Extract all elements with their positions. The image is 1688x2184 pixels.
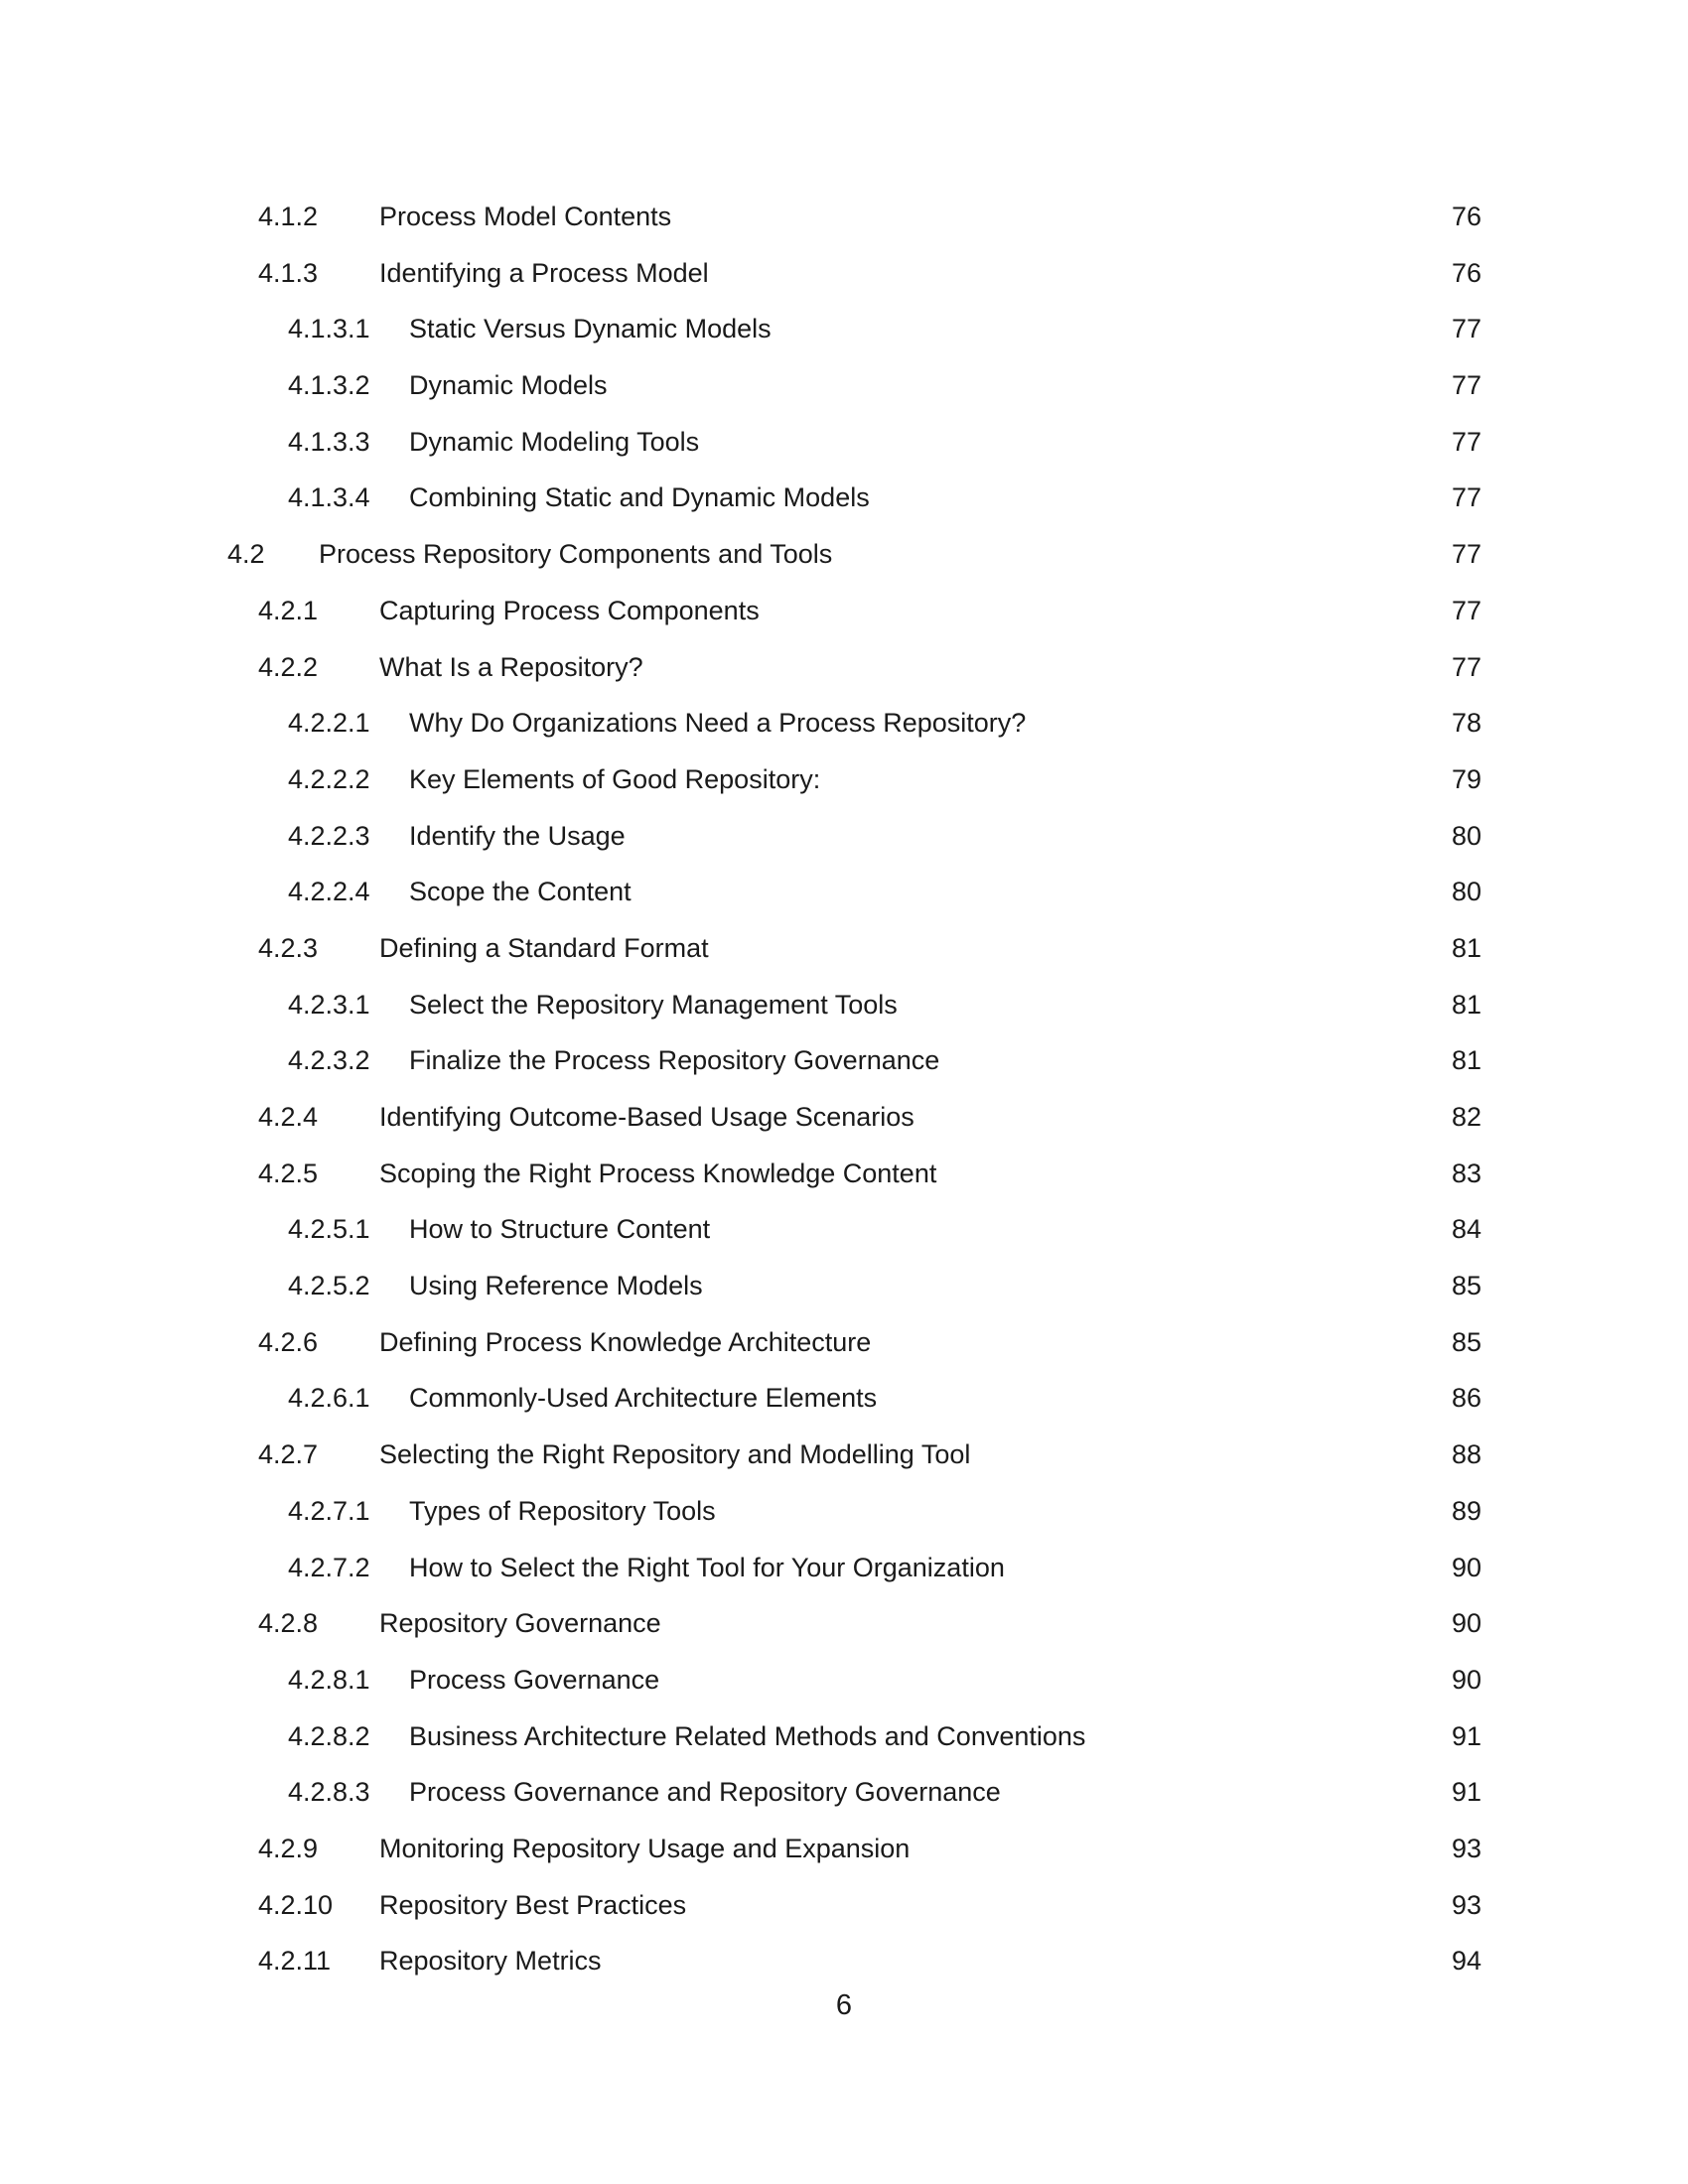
toc-entry-title: Using Reference Models (409, 1271, 703, 1301)
toc-entry-page: 91 (1451, 1777, 1481, 1808)
toc-entry-number: 4.2.7 (258, 1439, 319, 1470)
toc-entry-page: 93 (1451, 1889, 1481, 1920)
toc-entry-number: 4.2.10 (258, 1889, 334, 1920)
toc-entry-title: What Is a Repository? (379, 651, 643, 682)
toc-entry[interactable] (0, 533, 1688, 590)
toc-entry-page: 90 (1451, 1552, 1481, 1582)
toc-entry-page: 91 (1451, 1720, 1481, 1751)
toc-entry-page: 77 (1451, 651, 1481, 682)
toc-entry-number: 4.1.3.4 (288, 482, 370, 513)
toc-entry-number: 4.2.6.1 (288, 1383, 370, 1414)
toc-entry-page: 81 (1451, 989, 1481, 1020)
toc-entry-title: Process Governance and Repository Governance (409, 1777, 1001, 1808)
toc-entry-number: 4.2 (227, 539, 265, 570)
toc-entry-page: 94 (1451, 1946, 1481, 1977)
toc-entry-title: Why Do Organizations Need a Process Repository? (409, 708, 1027, 739)
toc-entry-title: Defining Process Knowledge Architecture (379, 1326, 872, 1357)
toc-entry-number: 4.1.3.1 (288, 314, 370, 344)
toc-entry-page: 86 (1451, 1383, 1481, 1414)
toc-entry-title: Combining Static and Dynamic Models (409, 482, 870, 513)
toc-entry-number: 4.2.7.2 (288, 1552, 370, 1582)
toc-entry[interactable] (0, 758, 1688, 815)
toc-entry-title: Process Repository Components and Tools (319, 539, 833, 570)
toc-entry[interactable] (0, 364, 1688, 421)
toc-entry-page: 77 (1451, 482, 1481, 513)
toc-entry-page: 79 (1451, 763, 1481, 794)
toc-entry-page: 84 (1451, 1214, 1481, 1245)
toc-entry-number: 4.2.5 (258, 1158, 319, 1188)
toc-entry-title: How to Select the Right Tool for Your Organization (409, 1552, 1005, 1582)
toc-entry-title: Dynamic Modeling Tools (409, 426, 700, 457)
toc-entry-number: 4.2.6 (258, 1326, 319, 1357)
toc-entry-title: Capturing Process Components (379, 595, 760, 625)
toc-entry[interactable] (0, 1377, 1688, 1433)
toc-entry-number: 4.2.3.1 (288, 989, 370, 1020)
toc-entry-title: Types of Repository Tools (409, 1495, 716, 1526)
toc-entry[interactable] (0, 1771, 1688, 1828)
table-of-contents (0, 196, 1688, 1996)
toc-entry-number: 4.2.5.1 (288, 1214, 370, 1245)
toc-entry-title: Key Elements of Good Repository: (409, 763, 821, 794)
toc-entry-page: 85 (1451, 1326, 1481, 1357)
toc-entry-number: 4.2.3 (258, 932, 319, 963)
toc-entry-title: Dynamic Models (409, 370, 608, 401)
toc-entry-number: 4.2.7.1 (288, 1495, 370, 1526)
toc-entry-number: 4.2.2 (258, 651, 319, 682)
toc-entry[interactable] (0, 421, 1688, 478)
toc-entry[interactable] (0, 815, 1688, 872)
toc-entry[interactable] (0, 196, 1688, 252)
toc-entry-title: Scoping the Right Process Knowledge Content (379, 1158, 937, 1188)
toc-entry-number: 4.2.2.2 (288, 763, 370, 794)
toc-entry-title: Monitoring Repository Usage and Expansion (379, 1833, 911, 1863)
toc-entry[interactable] (0, 702, 1688, 758)
toc-entry[interactable] (0, 871, 1688, 927)
toc-entry-page: 77 (1451, 539, 1481, 570)
toc-entry[interactable] (0, 1490, 1688, 1547)
toc-entry-page: 90 (1451, 1664, 1481, 1695)
toc-entry[interactable] (0, 1153, 1688, 1209)
toc-entry[interactable] (0, 1828, 1688, 1884)
toc-entry-number: 4.2.4 (258, 1102, 319, 1132)
toc-entry-number: 4.2.8.2 (288, 1720, 370, 1751)
toc-entry-page: 76 (1451, 202, 1481, 231)
toc-entry-number: 4.2.1 (258, 595, 319, 625)
toc-entry-title: Identifying a Process Model (379, 257, 709, 288)
toc-entry-page: 77 (1451, 314, 1481, 344)
toc-entry[interactable] (0, 1433, 1688, 1490)
toc-entry[interactable] (0, 477, 1688, 533)
toc-entry-page: 88 (1451, 1439, 1481, 1470)
toc-entry-number: 4.2.8 (258, 1608, 319, 1639)
toc-entry-title: Finalize the Process Repository Governance (409, 1045, 940, 1076)
toc-entry-number: 4.2.8.3 (288, 1777, 370, 1808)
toc-entry-page: 80 (1451, 820, 1481, 851)
toc-entry-number: 4.2.8.1 (288, 1664, 370, 1695)
toc-entry-page: 85 (1451, 1271, 1481, 1301)
toc-entry-number: 4.2.2.1 (288, 708, 370, 739)
toc-entry-title: Repository Governance (379, 1608, 661, 1639)
page-number: 6 (835, 1989, 853, 2021)
toc-entry[interactable] (0, 1265, 1688, 1321)
toc-entry-number: 4.2.9 (258, 1833, 319, 1863)
toc-entry-page: 77 (1451, 426, 1481, 457)
toc-entry-title: Process Model Contents (379, 202, 672, 231)
toc-entry-page: 90 (1451, 1608, 1481, 1639)
toc-entry-title: Select the Repository Management Tools (409, 989, 898, 1020)
toc-entry[interactable] (0, 984, 1688, 1040)
toc-entry[interactable] (0, 1659, 1688, 1715)
toc-entry[interactable] (0, 1602, 1688, 1659)
toc-entry[interactable] (0, 1884, 1688, 1941)
toc-entry-page: 93 (1451, 1833, 1481, 1863)
toc-entry-title: Defining a Standard Format (379, 932, 709, 963)
toc-entry[interactable] (0, 590, 1688, 646)
toc-entry-page: 77 (1451, 370, 1481, 401)
toc-entry[interactable] (0, 1715, 1688, 1772)
toc-entry-number: 4.2.2.4 (288, 877, 370, 907)
toc-entry-page: 81 (1451, 1045, 1481, 1076)
toc-entry[interactable] (0, 1096, 1688, 1153)
toc-entry[interactable] (0, 1321, 1688, 1378)
toc-entry-page: 76 (1451, 257, 1481, 288)
toc-entry-number: 4.2.11 (258, 1946, 332, 1977)
toc-entry[interactable] (0, 646, 1688, 703)
toc-entry-number: 4.1.3.2 (288, 370, 370, 401)
toc-entry-page: 89 (1451, 1495, 1481, 1526)
toc-entry-title: Identifying Outcome-Based Usage Scenarios (379, 1102, 914, 1132)
toc-entry-page: 81 (1451, 932, 1481, 963)
toc-entry-title: Identify the Usage (409, 820, 626, 851)
toc-entry[interactable] (0, 252, 1688, 309)
toc-entry-title: Scope the Content (409, 877, 632, 907)
toc-entry-page: 82 (1451, 1102, 1481, 1132)
toc-entry-title: How to Structure Content (409, 1214, 711, 1245)
toc-entry-page: 78 (1451, 708, 1481, 739)
toc-entry-title: Static Versus Dynamic Models (409, 314, 772, 344)
toc-entry-number: 4.1.3 (258, 257, 319, 288)
toc-entry-page: 77 (1451, 595, 1481, 625)
toc-entry-page: 83 (1451, 1158, 1481, 1188)
toc-entry-title: Repository Metrics (379, 1946, 602, 1977)
toc-entry[interactable] (0, 1039, 1688, 1096)
toc-entry[interactable] (0, 1547, 1688, 1603)
toc-entry-title: Business Architecture Related Methods and Conventions (409, 1720, 1086, 1751)
toc-entry-title: Repository Best Practices (379, 1889, 687, 1920)
toc-entry[interactable] (0, 1208, 1688, 1265)
toc-entry-number: 4.1.2 (258, 202, 319, 231)
toc-entry-number: 4.1.3.3 (288, 426, 370, 457)
toc-entry-number: 4.2.3.2 (288, 1045, 370, 1076)
toc-entry-title: Process Governance (409, 1664, 660, 1695)
toc-entry-title: Selecting the Right Repository and Modelling Tool (379, 1439, 971, 1470)
toc-entry[interactable] (0, 308, 1688, 364)
toc-entry[interactable] (0, 1940, 1688, 1996)
toc-entry-number: 4.2.2.3 (288, 820, 370, 851)
toc-entry-page: 80 (1451, 877, 1481, 907)
toc-entry[interactable] (0, 927, 1688, 984)
toc-entry-number: 4.2.5.2 (288, 1271, 370, 1301)
toc-entry-title: Commonly-Used Architecture Elements (409, 1383, 878, 1414)
